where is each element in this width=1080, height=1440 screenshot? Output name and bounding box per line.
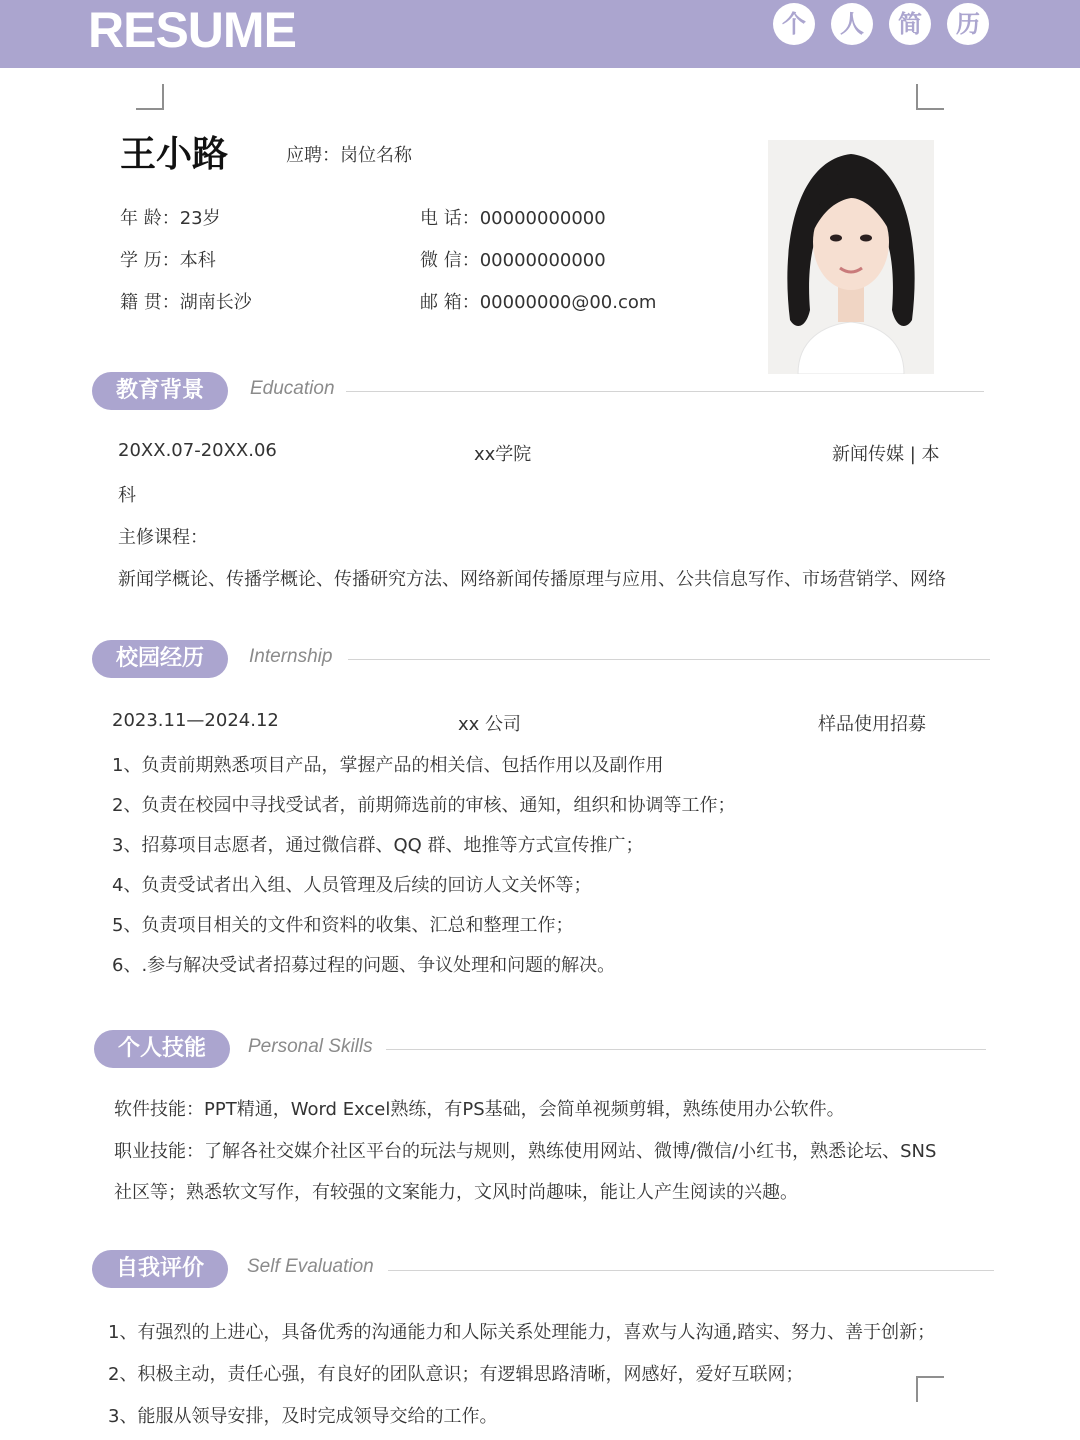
section-subtitle-evaluation: Self Evaluation: [247, 1256, 374, 1277]
section-subtitle-education: Education: [250, 378, 335, 399]
section-divider-campus: [348, 659, 990, 660]
education-date: 20XX.07-20XX.06: [118, 440, 277, 461]
apply-position: 应聘：岗位名称: [286, 145, 412, 166]
profile-photo: [768, 140, 934, 374]
info-email-value: 00000000@00.com: [479, 292, 657, 313]
evaluation-line: 2、积极主动，责任心强，有良好的团队意识；有逻辑思路清晰，网感好，爱好互联网；: [108, 1364, 804, 1385]
candidate-name: 王小路: [120, 134, 229, 175]
header-bar: [0, 0, 1080, 68]
section-divider-education: [346, 391, 984, 392]
badge-ge: 个: [773, 3, 815, 45]
skills-line: 社区等；熟悉软文写作，有较强的文案能力，文风时尚趣味，能让人产生阅读的兴趣。: [114, 1182, 798, 1203]
brand-title: RESUME: [88, 2, 296, 58]
evaluation-line: 1、有强烈的上进心，具备优秀的沟通能力和人际关系处理能力，喜欢与人沟通,踏实、努力、善于创新；: [108, 1322, 936, 1343]
info-education: [120, 246, 216, 272]
info-age-label: 年 龄：: [120, 208, 180, 229]
campus-date: 2023.11—2024.12: [112, 710, 279, 731]
campus-role: 样品使用招募: [818, 714, 926, 735]
info-age: [120, 204, 221, 230]
section-subtitle-skills: Personal Skills: [248, 1036, 373, 1057]
info-email: [420, 288, 656, 314]
info-wechat: [420, 246, 606, 272]
campus-item: 2、负责在校园中寻找受试者，前期筛选前的审核、通知，组织和协调等工作；: [112, 795, 736, 816]
education-major: 新闻传媒 | 本: [832, 444, 940, 465]
corner-mark-top-right: [916, 84, 944, 110]
campus-item: 5、负责项目相关的文件和资料的收集、汇总和整理工作；: [112, 915, 574, 936]
campus-item: 1、负责前期熟悉项目产品，掌握产品的相关信、包括作用以及副作用: [112, 755, 664, 776]
section-divider-skills: [386, 1049, 986, 1050]
corner-mark-bottom-right: [916, 1376, 944, 1402]
section-divider-evaluation: [388, 1270, 994, 1271]
info-wechat-label: 微 信：: [420, 250, 480, 271]
badge-li: 历: [947, 3, 989, 45]
info-phone-label: 电 话：: [420, 208, 480, 229]
info-education-value: 本科: [179, 250, 216, 271]
info-phone: [420, 204, 606, 230]
info-origin-label: 籍 贯：: [120, 292, 180, 313]
badge-jian: 简: [889, 3, 931, 45]
education-courses: 新闻学概论、传播学概论、传播研究方法、网络新闻传播原理与应用、公共信息写作、市场营销学、网络: [118, 569, 946, 590]
corner-mark-top-left: [136, 84, 164, 110]
info-origin: [120, 288, 252, 314]
section-title-campus: 校园经历: [92, 640, 228, 678]
section-subtitle-campus: Internship: [249, 646, 333, 667]
skills-line: 职业技能：了解各社交媒介社区平台的玩法与规则，熟练使用网站、微博/微信/小红书，熟悉论坛、SNS: [114, 1141, 937, 1162]
education-major-wrap: 科: [118, 485, 136, 506]
info-education-label: 学 历：: [120, 250, 180, 271]
evaluation-line: 3、能服从领导安排，及时完成领导交给的工作。: [108, 1406, 498, 1427]
info-email-label: 邮 箱：: [420, 292, 480, 313]
skills-line: 软件技能：PPT精通，Word Excel熟练，有PS基础，会简单视频剪辑，熟练使用办公软件。: [114, 1099, 845, 1120]
section-title-skills: 个人技能: [94, 1030, 230, 1068]
campus-item: 6、.参与解决受试者招募过程的问题、争议处理和问题的解决。: [112, 955, 616, 976]
info-age-value: 23岁: [179, 208, 221, 229]
campus-company: xx 公司: [458, 714, 522, 735]
info-wechat-value: 00000000000: [479, 250, 606, 271]
campus-item: 3、招募项目志愿者，通过微信群、QQ 群、地推等方式宣传推广；: [112, 835, 644, 856]
campus-item: 4、负责受试者出入组、人员管理及后续的回访人文关怀等；: [112, 875, 592, 896]
section-title-education: 教育背景: [92, 372, 228, 410]
education-courses-label: 主修课程：: [118, 527, 208, 548]
section-title-evaluation: 自我评价: [92, 1250, 228, 1288]
badge-ren: 人: [831, 3, 873, 45]
info-phone-value: 00000000000: [479, 208, 606, 229]
education-school: xx学院: [474, 444, 532, 465]
info-origin-value: 湖南长沙: [179, 292, 252, 313]
